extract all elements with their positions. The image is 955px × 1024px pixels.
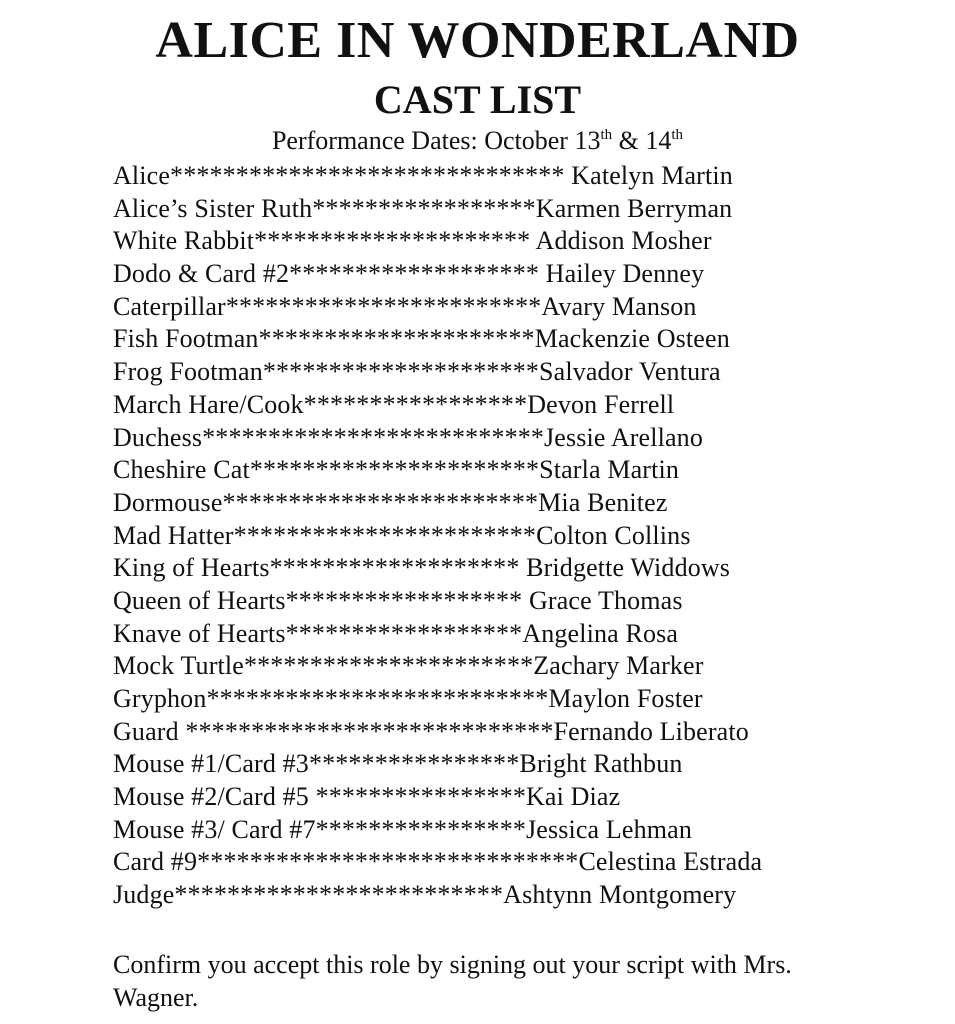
cast-list [113,160,762,912]
confirmation-note: Confirm you accept this role by signing out your script with Mrs. Wagner. [113,950,792,1012]
cast-entry: Guard ****************************Fernando Liberato [113,716,749,746]
cast-entry: Queen of Hearts****************** Grace Thomas [113,585,683,615]
cast-entry: King of Hearts******************* Bridgette Widdows [113,553,731,583]
cast-entry: Dodo & Card #2******************* Hailey Denney [113,259,705,289]
cast-entry: White Rabbit********************* Addison Mosher [113,226,712,256]
cast-entry: Card #9*****************************Celestina Estrada [113,847,763,877]
performance-dates [0,126,955,156]
dates-middle: & 14 [612,126,672,155]
cast-entry: Knave of Hearts******************Angelina Rosa [113,618,679,648]
cast-entry: Mouse #2/Card #5 ****************Kai Diaz [113,782,621,812]
dates-prefix: Performance Dates: October 13 [271,126,601,155]
dates-ordinal-2: th [671,127,684,143]
cast-entry: Mad Hatter***********************Colton Collins [113,520,691,550]
cast-entry: Mock Turtle**********************Zachary Marker [113,651,704,681]
cast-entry: Judge*************************Ashtynn Montgomery [113,880,737,910]
cast-entry: Alice****************************** Katelyn Martin [113,161,733,190]
cast-entry: Caterpillar************************Avary Manson [113,291,697,321]
cast-entry: Mouse #3/ Card #7****************Jessica Lehman [113,814,692,844]
cast-entry: Alice’s Sister Ruth*****************Karmen Berryman [113,193,733,223]
cast-entry: March Hare/Cook*****************Devon Ferrell [113,389,675,419]
cast-entry: Frog Footman*********************Salvador Ventura [113,357,721,387]
cast-entry: Dormouse************************Mia Benitez [113,487,668,517]
cast-entry: Mouse #1/Card #3****************Bright Rathbun [113,749,683,779]
page-title: ALICE IN WONDERLAND [155,12,800,69]
cast-entry: Gryphon**************************Maylon Foster [113,684,703,713]
cast-entry: Fish Footman*********************Mackenzie Osteen [113,324,730,354]
page-subtitle: CAST LIST [373,77,582,122]
cast-entry: Cheshire Cat**********************Starla Martin [113,455,679,485]
cast-entry: Duchess**************************Jessie Arellano [113,422,703,452]
dates-ordinal-1: th [600,127,613,143]
